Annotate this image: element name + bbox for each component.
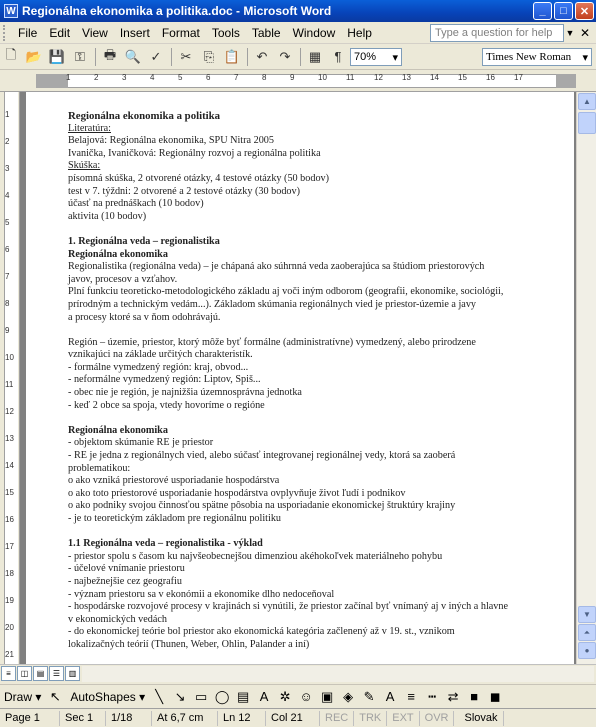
document-line[interactable]: Belajová: Regionálna ekonomika, SPU Nitra 2005 (68, 135, 274, 147)
document-line[interactable]: Regionálna ekonomika (68, 424, 168, 436)
ruler-tick-label: 14 (430, 73, 439, 82)
autoshapes-menu[interactable]: AutoShapes ▾ (70, 689, 146, 704)
document-line[interactable]: vznikajúci na základe určitých charakteristík. (68, 349, 253, 361)
vertical-scrollbar[interactable] (576, 92, 596, 664)
help-dropdown-icon[interactable]: ▼ (565, 27, 575, 38)
line-color-icon[interactable]: ✎ (363, 688, 375, 704)
document-line[interactable]: Skúška: (68, 160, 101, 172)
document-area[interactable] (20, 92, 576, 664)
autoshapes-label: AutoShapes (70, 689, 136, 704)
ruler-tick-label: 3 (122, 73, 127, 82)
normal-view-icon[interactable]: ≡ (1, 666, 16, 681)
redo-icon[interactable]: ↷ (279, 48, 291, 64)
document-line[interactable]: - do ekonomickej teórie bol priestor ako ekonomická kategória začlenený až v 19. st., vznikom (68, 626, 455, 638)
document-line[interactable]: o ako vzniká priestorové usporiadanie hospodárstva (68, 475, 280, 487)
vertical-ruler-tick-label: 8 (5, 299, 10, 308)
ruler-tick-label: 10 (318, 73, 327, 82)
rectangle-icon[interactable]: ▭ (194, 688, 208, 704)
font-color-icon[interactable]: A (385, 689, 395, 704)
undo-icon[interactable]: ↶ (256, 48, 268, 64)
chevron-down-icon: ▾ (582, 51, 588, 64)
status-col: Col 21 (266, 711, 320, 726)
3d-style-icon[interactable]: ◼ (489, 688, 501, 704)
document-line[interactable]: - je to teoretickým základom pre regionálnu politiku (68, 513, 282, 524)
status-line: Ln 12 (218, 711, 266, 726)
document-line[interactable]: 1. Regionálna veda – regionalistika (68, 235, 220, 247)
document-line[interactable]: - najbežnejšie cez geografiu (68, 575, 182, 587)
scroll-thumb[interactable] (578, 112, 596, 134)
status-at: At 6,7 cm (152, 711, 218, 726)
print-layout-icon[interactable]: ▤ (33, 666, 48, 681)
vertical-ruler-tick-label: 7 (5, 272, 10, 281)
ruler-tick-label: 4 (150, 73, 155, 82)
copy-icon[interactable]: ⎘ (203, 48, 215, 64)
vertical-ruler-tick-label: 14 (5, 461, 14, 470)
ruler-tick-label: 11 (346, 73, 355, 82)
document-line[interactable]: - význam priestoru sa v ekonómii a ekonomike dlho nedoceňoval (68, 588, 335, 600)
menu-grip[interactable] (3, 25, 9, 41)
document-line[interactable]: Regionálna ekonomika (68, 248, 168, 260)
print-preview-icon[interactable]: 🔍 (124, 48, 142, 64)
document-line[interactable]: v ekonomických vedách (68, 613, 168, 625)
document-line[interactable]: Regionálna ekonomika a politika (68, 110, 221, 122)
text-box-icon[interactable]: ▤ (236, 688, 250, 704)
document-line[interactable]: - formálne vymedzený región: kraj, obvod... (68, 361, 249, 373)
vertical-ruler-tick-label: 3 (5, 164, 10, 173)
print-icon[interactable]: 🖶 (103, 46, 117, 62)
ruler-tick-label: 7 (234, 73, 239, 82)
menu-bar (0, 22, 596, 44)
status-ext[interactable]: EXT (387, 711, 419, 726)
toolbar-separator (171, 48, 172, 66)
menu-tools[interactable]: Tools (211, 25, 240, 40)
vertical-ruler-tick-label: 10 (5, 353, 14, 362)
document-line[interactable]: lokalizačných teórií (Thunen, Weber, Ohlin, Palander a iní) (68, 638, 310, 650)
ruler-tick-label: 12 (374, 73, 383, 82)
zoom-value: 70% (354, 50, 377, 63)
vertical-ruler[interactable] (0, 92, 20, 664)
document-line[interactable]: test v 7. týždni: 2 otvorené a 2 testové otázky (30 bodov) (68, 185, 300, 197)
maximize-button[interactable]: □ (554, 2, 573, 20)
zoom-select[interactable] (350, 48, 402, 66)
ruler-body (36, 74, 576, 88)
draw-label: Draw (4, 689, 33, 704)
document-line[interactable]: Plní funkciu teoreticko-metodologického základu aj voči iným odborom (geografii, ekonomike, sociológii, (68, 286, 504, 298)
select-objects-icon[interactable]: ↖ (49, 688, 61, 704)
open-folder-icon[interactable]: 📂 (25, 48, 43, 64)
document-line[interactable]: 1.1 Regionálna veda – regionalistika - výklad (68, 538, 263, 550)
title-bar (0, 0, 596, 22)
horizontal-scrollbar (0, 664, 596, 682)
vertical-ruler-body (4, 92, 18, 664)
save-icon[interactable]: 💾 (48, 48, 66, 64)
vertical-ruler-tick-label: 15 (5, 488, 14, 497)
vertical-ruler-tick-label: 13 (5, 434, 14, 443)
menu-help[interactable]: Help (347, 25, 372, 40)
font-select[interactable] (482, 48, 592, 66)
toolbar-separator (300, 48, 301, 66)
vertical-ruler-tick-label: 6 (5, 245, 10, 254)
arrow-style-icon[interactable]: ⇄ (447, 688, 459, 704)
ruler-tick-label: 6 (206, 73, 211, 82)
document-line[interactable]: - obec nie je región, je najnižšia územnosprávna jednotka (68, 387, 302, 399)
document-line[interactable]: - priestor spolu s časom ku najvšeobecnejšou dimenziou akéhokoľvek materiálneho pohybu (68, 550, 443, 562)
oval-icon[interactable]: ◯ (214, 688, 230, 704)
browse-object-icon[interactable]: ● (578, 642, 596, 659)
standard-toolbar (0, 44, 596, 70)
help-search-input[interactable]: Type a question for help (430, 24, 564, 42)
document-line[interactable]: prírodným a technickým vedám...). Základom skúmania regionálnych vied je priestor-územie a javy (68, 298, 477, 310)
toolbar-separator (95, 48, 96, 66)
wordart-icon[interactable]: A (259, 689, 269, 704)
menu-file[interactable]: File (18, 25, 38, 40)
document-line[interactable]: účasť na prednáškach (10 bodov) (68, 198, 204, 210)
ruler-tick-label: 15 (458, 73, 467, 82)
status-language: Slovak (454, 711, 503, 726)
ruler-tick-label: 9 (290, 73, 295, 82)
document-line[interactable]: - účelové vnímanie priestoru (68, 563, 185, 575)
document-line[interactable]: - objektom skúmanie RE je priestor (68, 437, 214, 449)
line-style-icon[interactable]: ≡ (407, 689, 415, 704)
cut-icon[interactable]: ✂ (180, 48, 192, 64)
window-title: Regionálna ekonomika a politika.doc - Microsoft Word (22, 4, 332, 18)
new-document-icon[interactable]: 🗋 (5, 46, 17, 62)
ruler-margin-right (556, 74, 576, 88)
status-page: Page 1 (0, 711, 60, 726)
vertical-ruler-tick-label: 4 (5, 191, 10, 200)
menu-table[interactable]: Table (251, 25, 281, 40)
fill-color-icon[interactable]: ◈ (343, 688, 354, 704)
ruler-margin-left (36, 73, 71, 88)
ruler-tick-label: 2 (94, 73, 99, 82)
show-formatting-icon[interactable]: ¶ (334, 49, 342, 64)
paste-icon[interactable]: 📋 (223, 48, 241, 64)
document-line[interactable]: - hospodárske rozvojové procesy v krajinách si vynútili, že priestor začínal byť vnímaný aj v iných a hlavne (68, 601, 509, 613)
document-close-icon[interactable]: ✕ (579, 25, 591, 40)
ruler-tick-label: 1 (66, 73, 71, 82)
diagram-icon[interactable]: ✲ (279, 688, 291, 704)
menu-view[interactable]: View (82, 25, 108, 40)
vertical-ruler-tick-label: 9 (5, 326, 10, 335)
ruler-tick-label: 8 (262, 73, 267, 82)
vertical-ruler-tick-label: 5 (5, 218, 10, 227)
scroll-up-icon[interactable]: ▲ (578, 93, 596, 110)
outline-view-icon[interactable]: ☰ (49, 666, 64, 681)
scroll-down-icon[interactable]: ▼ (578, 606, 596, 623)
arrow-icon[interactable]: ↘ (174, 688, 186, 704)
menu-window[interactable]: Window (292, 25, 336, 40)
blank-line[interactable] (68, 324, 558, 337)
document-line[interactable]: - neformálne vymedzený región: Liptov, Spiš... (68, 374, 261, 386)
previous-page-icon[interactable]: ⏶ (578, 624, 596, 641)
status-trk[interactable]: TRK (354, 711, 387, 726)
vertical-ruler-tick-label: 18 (5, 569, 14, 578)
vertical-ruler-tick-label: 16 (5, 515, 14, 524)
chevron-down-icon: ▾ (392, 51, 398, 64)
reading-layout-icon[interactable]: ▥ (65, 666, 80, 681)
vertical-ruler-tick-label: 17 (5, 542, 14, 551)
close-button[interactable]: ✕ (575, 2, 594, 20)
document-line[interactable]: a procesy ktoré sa v ňom odohrávajú. (68, 311, 221, 323)
vertical-ruler-tick-label: 21 (5, 650, 14, 659)
word-app-icon[interactable]: W (4, 4, 18, 18)
document-line[interactable]: javov, procesov a vzťahov. (68, 273, 178, 285)
document-line[interactable]: - keď 2 obce sa spoja, vtedy hovoríme o regióne (68, 399, 265, 411)
vertical-ruler-tick-label: 11 (5, 380, 14, 389)
menu-format[interactable]: Format (161, 25, 200, 40)
document-line[interactable]: Literatúra: (68, 122, 111, 134)
horizontal-ruler[interactable] (0, 70, 596, 92)
drawing-toolbar (0, 684, 596, 708)
vertical-ruler-tick-label: 1 (5, 110, 10, 119)
web-layout-icon[interactable]: ◫ (17, 666, 32, 681)
vertical-ruler-tick-label: 2 (5, 137, 10, 146)
document-line[interactable]: o ako podniky svojou činnosťou spätne pôsobia na usporiadanie ekonomickej štruktúry krajiny (68, 500, 456, 512)
document-line[interactable]: problematikou: (68, 462, 131, 474)
picture-icon[interactable]: ▣ (320, 688, 334, 704)
document-page[interactable] (26, 92, 574, 664)
ruler-tick-label: 16 (486, 73, 495, 82)
document-text[interactable] (68, 110, 558, 652)
menu-insert[interactable]: Insert (119, 25, 150, 40)
status-ovr[interactable]: OVR (420, 711, 455, 726)
status-section: Sec 1 (60, 711, 106, 726)
draw-menu[interactable]: Draw ▾ (4, 689, 42, 704)
line-icon[interactable]: ╲ (155, 688, 164, 704)
clip-art-icon[interactable]: ☺ (299, 689, 313, 704)
toolbar-separator (247, 48, 248, 66)
shadow-icon[interactable]: ■ (470, 689, 479, 704)
permission-icon[interactable]: ⚿ (75, 48, 85, 64)
document-line[interactable]: písomná skúška, 2 otvorené otázky, 4 testové otázky (50 bodov) (68, 172, 330, 184)
menu-edit[interactable]: Edit (49, 25, 71, 40)
horizontal-scroll-track[interactable] (82, 666, 594, 682)
vertical-ruler-tick-label: 19 (5, 596, 14, 605)
minimize-button[interactable]: _ (533, 2, 552, 20)
status-pages: 1/18 (106, 711, 152, 726)
blank-line[interactable] (68, 412, 558, 425)
spelling-icon[interactable]: ✓ (150, 48, 162, 64)
blank-line[interactable] (68, 526, 558, 539)
font-value: Times New Roman (486, 50, 572, 63)
document-line[interactable]: Regionalistika (regionálna veda) – je chápaná ako súhrnná veda zaoberajúca sa štúdiom priestorových (68, 261, 485, 273)
document-line[interactable]: aktivita (10 bodov) (68, 210, 147, 222)
insert-table-icon[interactable]: ▦ (308, 48, 322, 64)
vertical-ruler-tick-label: 20 (5, 623, 14, 632)
blank-line[interactable] (68, 223, 558, 236)
dash-style-icon[interactable]: ┅ (428, 688, 437, 704)
vertical-ruler-tick-label: 12 (5, 407, 14, 416)
status-rec[interactable]: REC (320, 711, 354, 726)
document-line[interactable]: o ako toto priestorové usporiadanie hospodárstva ovplyvňuje život ľudí i podnikov (68, 487, 406, 499)
document-line[interactable]: Ivanička, Ivaničková: Regionálny rozvoj a regionálna politika (68, 147, 321, 159)
ruler-tick-label: 13 (402, 73, 411, 82)
ruler-tick-label: 5 (178, 73, 183, 82)
status-bar (0, 708, 596, 727)
document-line[interactable]: - RE je jedna z regionálnych vied, alebo súčasť integrovanej regionálnej vedy, ktorá sa zaoberá (68, 450, 456, 462)
document-line[interactable]: Región – územie, priestor, ktorý môže byť formálne (administratívne) vymedzený, alebo prirodzene (68, 336, 476, 348)
ruler-tick-label: 17 (514, 73, 523, 82)
